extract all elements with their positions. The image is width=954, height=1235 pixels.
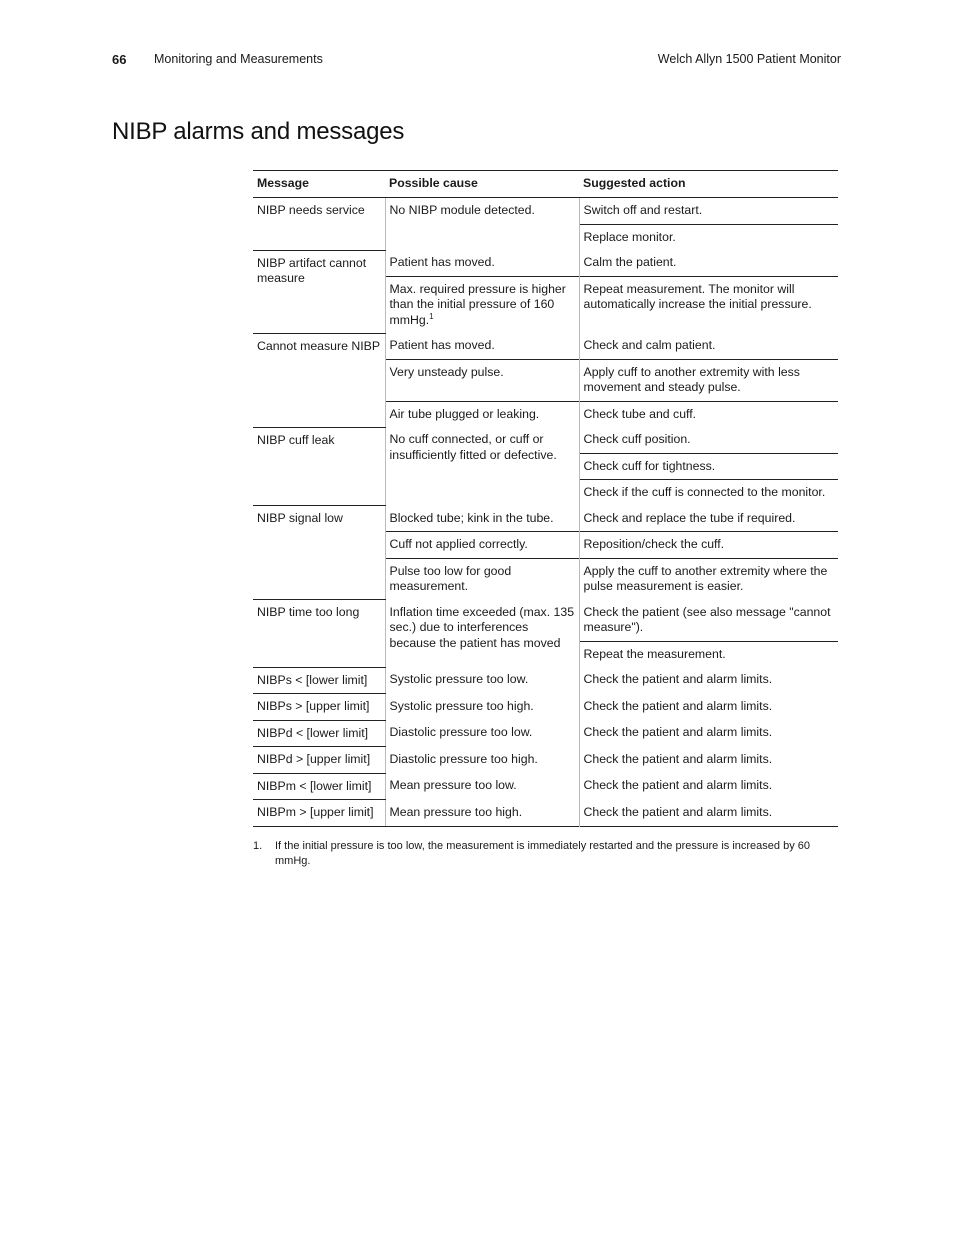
cause-text: Diastolic pressure too high. (389, 751, 538, 766)
message-cell: NIBP time too long (253, 600, 385, 668)
footnote-ref: 1 (429, 311, 434, 321)
cause-text: Mean pressure too low. (389, 778, 517, 792)
action-cell: Check the patient and alarm limits. (579, 747, 838, 774)
footnote-number: 1. (253, 840, 263, 852)
action-cell: Check cuff position. (579, 427, 838, 453)
action-cell: Check if the cuff is connected to the monitor. (579, 480, 838, 506)
table-row (253, 600, 838, 642)
cause-cell (385, 800, 579, 827)
message-cell: NIBP signal low (253, 506, 385, 600)
action-cell: Check the patient and alarm limits. (579, 773, 838, 800)
column-header-message: Message (253, 171, 385, 198)
footnote (253, 839, 838, 869)
action-cell: Check the patient and alarm limits. (579, 694, 838, 721)
cause-text: Patient has moved. (389, 255, 495, 269)
cause-text: No NIBP module detected. (389, 203, 535, 217)
cause-text: Cuff not applied correctly. (389, 537, 528, 551)
action-cell: Repeat measurement. The monitor will automatically increase the initial pressure. (579, 276, 838, 333)
cause-cell (385, 747, 579, 774)
action-cell: Check the patient and alarm limits. (579, 667, 838, 694)
message-cell: Cannot measure NIBP (253, 333, 385, 427)
column-header-cause: Possible cause (385, 171, 579, 198)
cause-text: No cuff connected, or cuff or insufficiently fitted or defective. (389, 432, 557, 462)
cause-text: Systolic pressure too high. (389, 698, 534, 713)
action-cell: Check and calm patient. (579, 333, 838, 359)
cause-cell (385, 694, 579, 721)
message-cell: NIBPs > [upper limit] (253, 694, 385, 721)
message-cell: NIBP artifact cannot measure (253, 250, 385, 333)
message-cell: NIBPs < [lower limit] (253, 667, 385, 694)
cause-cell (385, 276, 579, 333)
message-cell: NIBPd > [upper limit] (253, 747, 385, 774)
table-body (253, 198, 838, 827)
cause-cell (385, 667, 579, 694)
table-row (253, 427, 838, 453)
cause-cell (385, 359, 579, 401)
cause-text: Air tube plugged or leaking. (389, 406, 540, 421)
cause-cell (385, 427, 579, 506)
nibp-alarms-table (253, 170, 838, 827)
table-row (253, 800, 838, 827)
product-name: Welch Allyn 1500 Patient Monitor (657, 52, 841, 66)
message-cell: NIBPd < [lower limit] (253, 720, 385, 747)
cause-cell (385, 720, 579, 747)
footnote-text: If the initial pressure is too low, the measurement is immediately restarted and the pressure is increased by 60 mmHg. (275, 840, 810, 867)
table-row (253, 506, 838, 532)
cause-cell (385, 773, 579, 800)
message-cell: NIBPm > [upper limit] (253, 800, 385, 827)
cause-text: Pulse too low for good measurement. (389, 563, 512, 593)
cause-cell (385, 250, 579, 276)
table-header-row (253, 171, 838, 198)
cause-text: Diastolic pressure too low. (389, 725, 533, 739)
message-cell: NIBPm < [lower limit] (253, 773, 385, 800)
cause-text: Blocked tube; kink in the tube. (389, 510, 554, 525)
cause-text: Mean pressure too high. (389, 804, 523, 819)
table-row (253, 667, 838, 694)
action-cell: Switch off and restart. (579, 198, 838, 225)
action-cell: Apply the cuff to another extremity where the pulse measurement is easier. (579, 558, 838, 600)
cause-cell (385, 198, 579, 251)
table-row (253, 198, 838, 225)
action-cell: Check the patient and alarm limits. (579, 720, 838, 747)
cause-cell (385, 600, 579, 668)
page-number: 66 (112, 52, 127, 67)
page-header (112, 52, 841, 72)
cause-cell (385, 333, 579, 359)
action-cell: Check and replace the tube if required. (579, 506, 838, 532)
action-cell: Reposition/check the cuff. (579, 532, 838, 559)
cause-cell (385, 401, 579, 427)
action-cell: Check cuff for tightness. (579, 453, 838, 480)
section-title: Monitoring and Measurements (154, 52, 323, 66)
action-cell: Apply cuff to another extremity with less movement and steady pulse. (579, 359, 838, 401)
cause-text: Patient has moved. (389, 338, 495, 352)
table-row (253, 773, 838, 800)
cause-text: Very unsteady pulse. (389, 364, 504, 379)
action-cell: Calm the patient. (579, 250, 838, 276)
cause-text: Systolic pressure too low. (389, 672, 529, 686)
message-cell: NIBP cuff leak (253, 427, 385, 506)
column-header-action: Suggested action (579, 171, 838, 198)
table-row (253, 720, 838, 747)
action-cell: Check the patient (see also message "cannot measure"). (579, 600, 838, 642)
table-row (253, 333, 838, 359)
action-cell: Replace monitor. (579, 224, 838, 250)
cause-cell (385, 506, 579, 532)
table-row (253, 747, 838, 774)
action-cell: Check the patient and alarm limits. (579, 800, 838, 827)
page-title: NIBP alarms and messages (112, 118, 405, 145)
message-cell: NIBP needs service (253, 198, 385, 251)
table-row (253, 250, 838, 276)
cause-text: Max. required pressure is higher than the initial pressure of 160 mmHg. (389, 281, 566, 327)
cause-text: Inflation time exceeded (max. 135 sec.) due to interferences because the patient has moved (389, 604, 575, 650)
table-row (253, 694, 838, 721)
cause-cell (385, 532, 579, 559)
cause-cell (385, 558, 579, 600)
action-cell: Repeat the measurement. (579, 641, 838, 667)
action-cell: Check tube and cuff. (579, 401, 838, 427)
